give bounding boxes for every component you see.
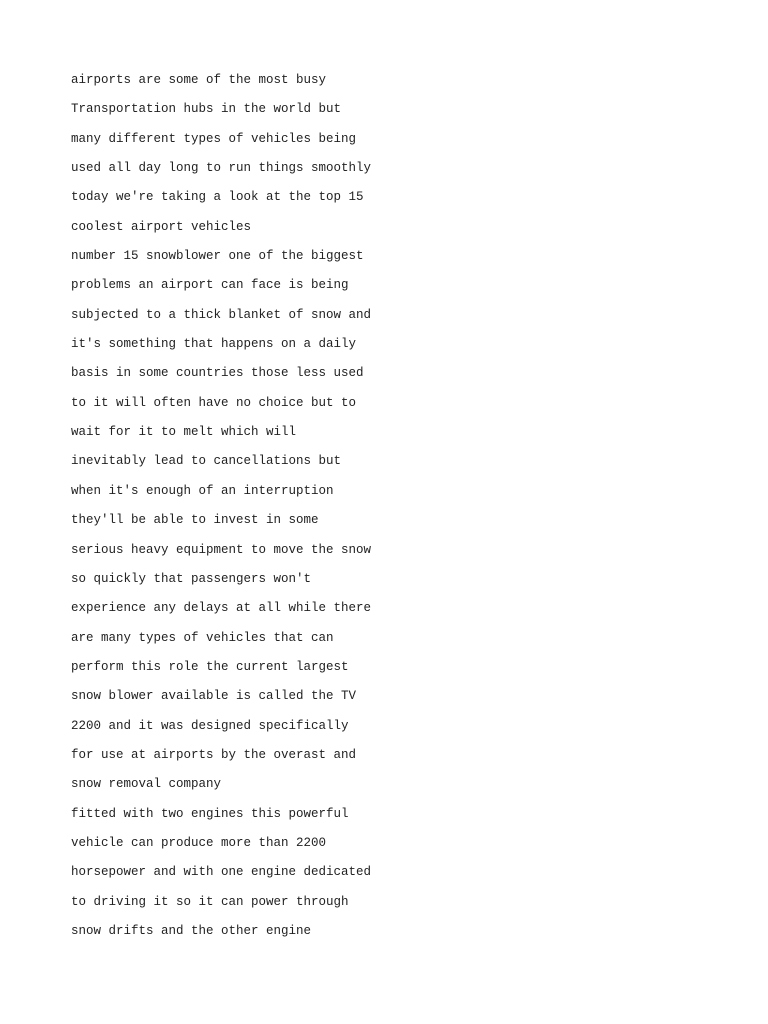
transcript-line: Transportation hubs in the world but [71,102,342,117]
transcript-line: when it's enough of an interruption [71,483,334,498]
transcript-line: today we're taking a look at the top 15 [71,190,364,205]
transcript-line: subjected to a thick blanket of snow and [71,307,372,322]
transcript-line: snow drifts and the other engine [71,923,312,938]
transcript-line: problems an airport can face is being [71,278,349,293]
transcript-line: airports are some of the most busy [71,73,327,87]
transcript-line: experience any delays at all while there [71,601,372,616]
transcript-line: for use at airports by the overast and [71,747,357,762]
transcript-line: they'll be able to invest in some [71,513,319,528]
transcript-line: coolest airport vehicles [71,219,252,234]
transcript-line: vehicle can produce more than 2200 [71,835,327,850]
transcript-line: to driving it so it can power through [71,894,349,909]
transcript-line: so quickly that passengers won't [71,571,312,586]
transcript-line: basis in some countries those less used [71,366,364,381]
transcript-line: many different types of vehicles being [71,131,357,146]
transcript-line: snow removal company [71,777,222,792]
transcript-line: are many types of vehicles that can [71,630,334,645]
transcript-line: snow blower available is called the TV [71,689,357,704]
transcript-line: wait for it to melt which will [71,425,297,440]
transcript-text [71,70,371,950]
transcript-line: 2200 and it was designed specifically [71,718,349,733]
transcript-line: fitted with two engines this powerful [71,806,349,821]
transcript-line: to it will often have no choice but to [71,395,357,410]
transcript-line: it's something that happens on a daily [71,337,357,352]
transcript-line: used all day long to run things smoothly [71,161,372,176]
transcript-line: number 15 snowblower one of the biggest [71,249,364,264]
transcript-line: horsepower and with one engine dedicated [71,865,372,880]
transcript-line: inevitably lead to cancellations but [71,454,342,469]
transcript-line: perform this role the current largest [71,659,349,674]
transcript-line: serious heavy equipment to move the snow [71,542,372,557]
